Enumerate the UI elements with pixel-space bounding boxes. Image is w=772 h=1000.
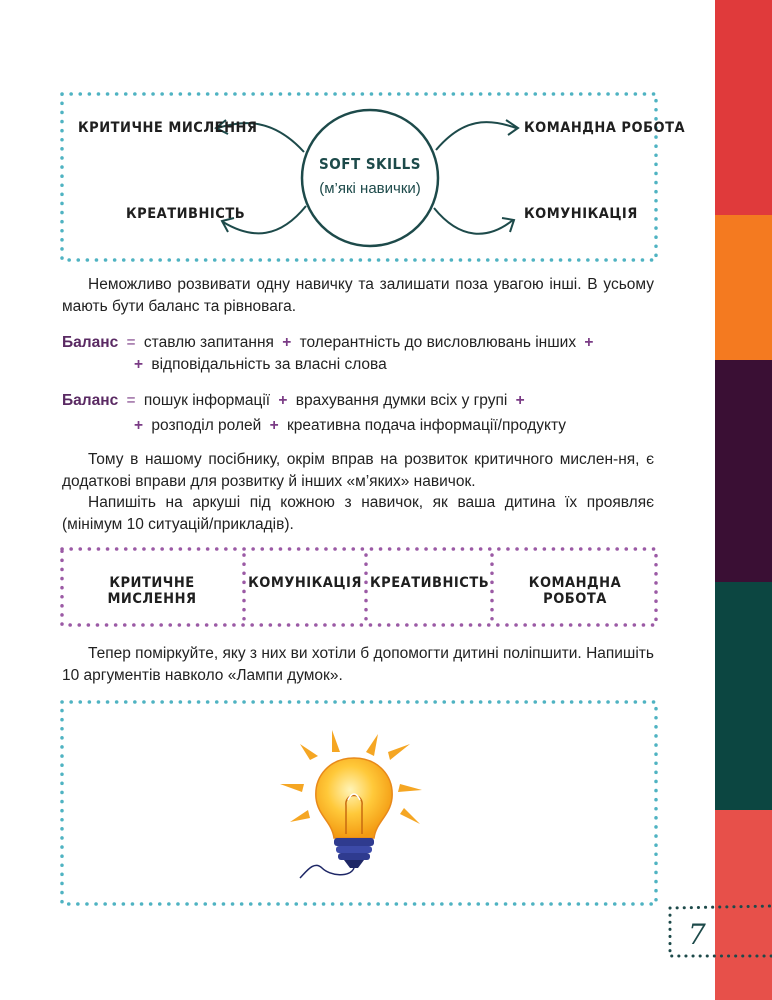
stripe-orange bbox=[715, 215, 772, 360]
balance-equation-2-cont: + розподіл ролей + креативна подача інформації/продукту bbox=[134, 417, 567, 434]
mindmap-graphic bbox=[58, 90, 662, 266]
center-circle bbox=[302, 110, 438, 246]
mindmap-left-top: КРИТИЧНЕ МИСЛЕННЯ bbox=[78, 120, 258, 136]
balance-label: Баланс bbox=[62, 392, 119, 409]
stripe-red bbox=[715, 0, 772, 215]
skill-critical-thinking: КРИТИЧНЕ МИСЛЕННЯ bbox=[107, 575, 197, 607]
skill-teamwork: КОМАНДНА РОБОТА bbox=[528, 575, 622, 607]
paragraph-manual-note: Тому в нашому посібнику, окрім вправ на розвиток критичного мислен-ня, є додаткові вправи для розвитку й інших «м’яких» навичок. bbox=[62, 451, 654, 490]
stripe-plum bbox=[715, 360, 772, 582]
paragraph-balance-intro: Неможливо розвивати одну навичку та залишати поза увагою інші. В усьому мають бути баланс та рівновага. bbox=[62, 276, 654, 315]
skill-creativity: КРЕАТИВНІСТЬ bbox=[370, 575, 490, 591]
arrow-right-bottom bbox=[434, 208, 513, 234]
stripe-dark-green bbox=[715, 582, 772, 810]
page-number-tag bbox=[664, 900, 772, 962]
mindmap-right-top: КОМАНДНА РОБОТА bbox=[524, 120, 686, 136]
center-subtitle: (м’які навички) bbox=[319, 180, 421, 197]
balance-equation-1-cont: + відповідальність за власні слова bbox=[134, 356, 387, 373]
mindmap-left-bottom: КРЕАТИВНІСТЬ bbox=[126, 206, 246, 222]
balance-equation-1: Баланс = ставлю запитання + толерантність до висловлювань інших + bbox=[62, 334, 594, 351]
arrow-right-top bbox=[436, 122, 516, 150]
lightbulb-icon bbox=[270, 722, 440, 882]
balance-label: Баланс bbox=[62, 334, 119, 351]
balance-equation-2: Баланс = пошук інформації + врахування думки всіх у групі + bbox=[62, 392, 525, 409]
paragraph-task-write: Напишіть на аркуші під кожною з навичок, як ваша дитина їх проявляє (мінімум 10 ситуацій/прикладів). bbox=[62, 494, 654, 533]
center-title: SOFT SKILLS bbox=[319, 155, 421, 173]
skill-communication: КОМУНІКАЦІЯ bbox=[248, 575, 362, 591]
paragraph-lamp-task: Тепер поміркуйте, яку з них ви хотіли б допомогти дитині поліпшити. Напишіть 10 аргументів навколо «Лампи думок». bbox=[62, 645, 654, 684]
page-number: 7 bbox=[688, 918, 706, 951]
mindmap-right-bottom: КОМУНІКАЦІЯ bbox=[524, 206, 638, 222]
